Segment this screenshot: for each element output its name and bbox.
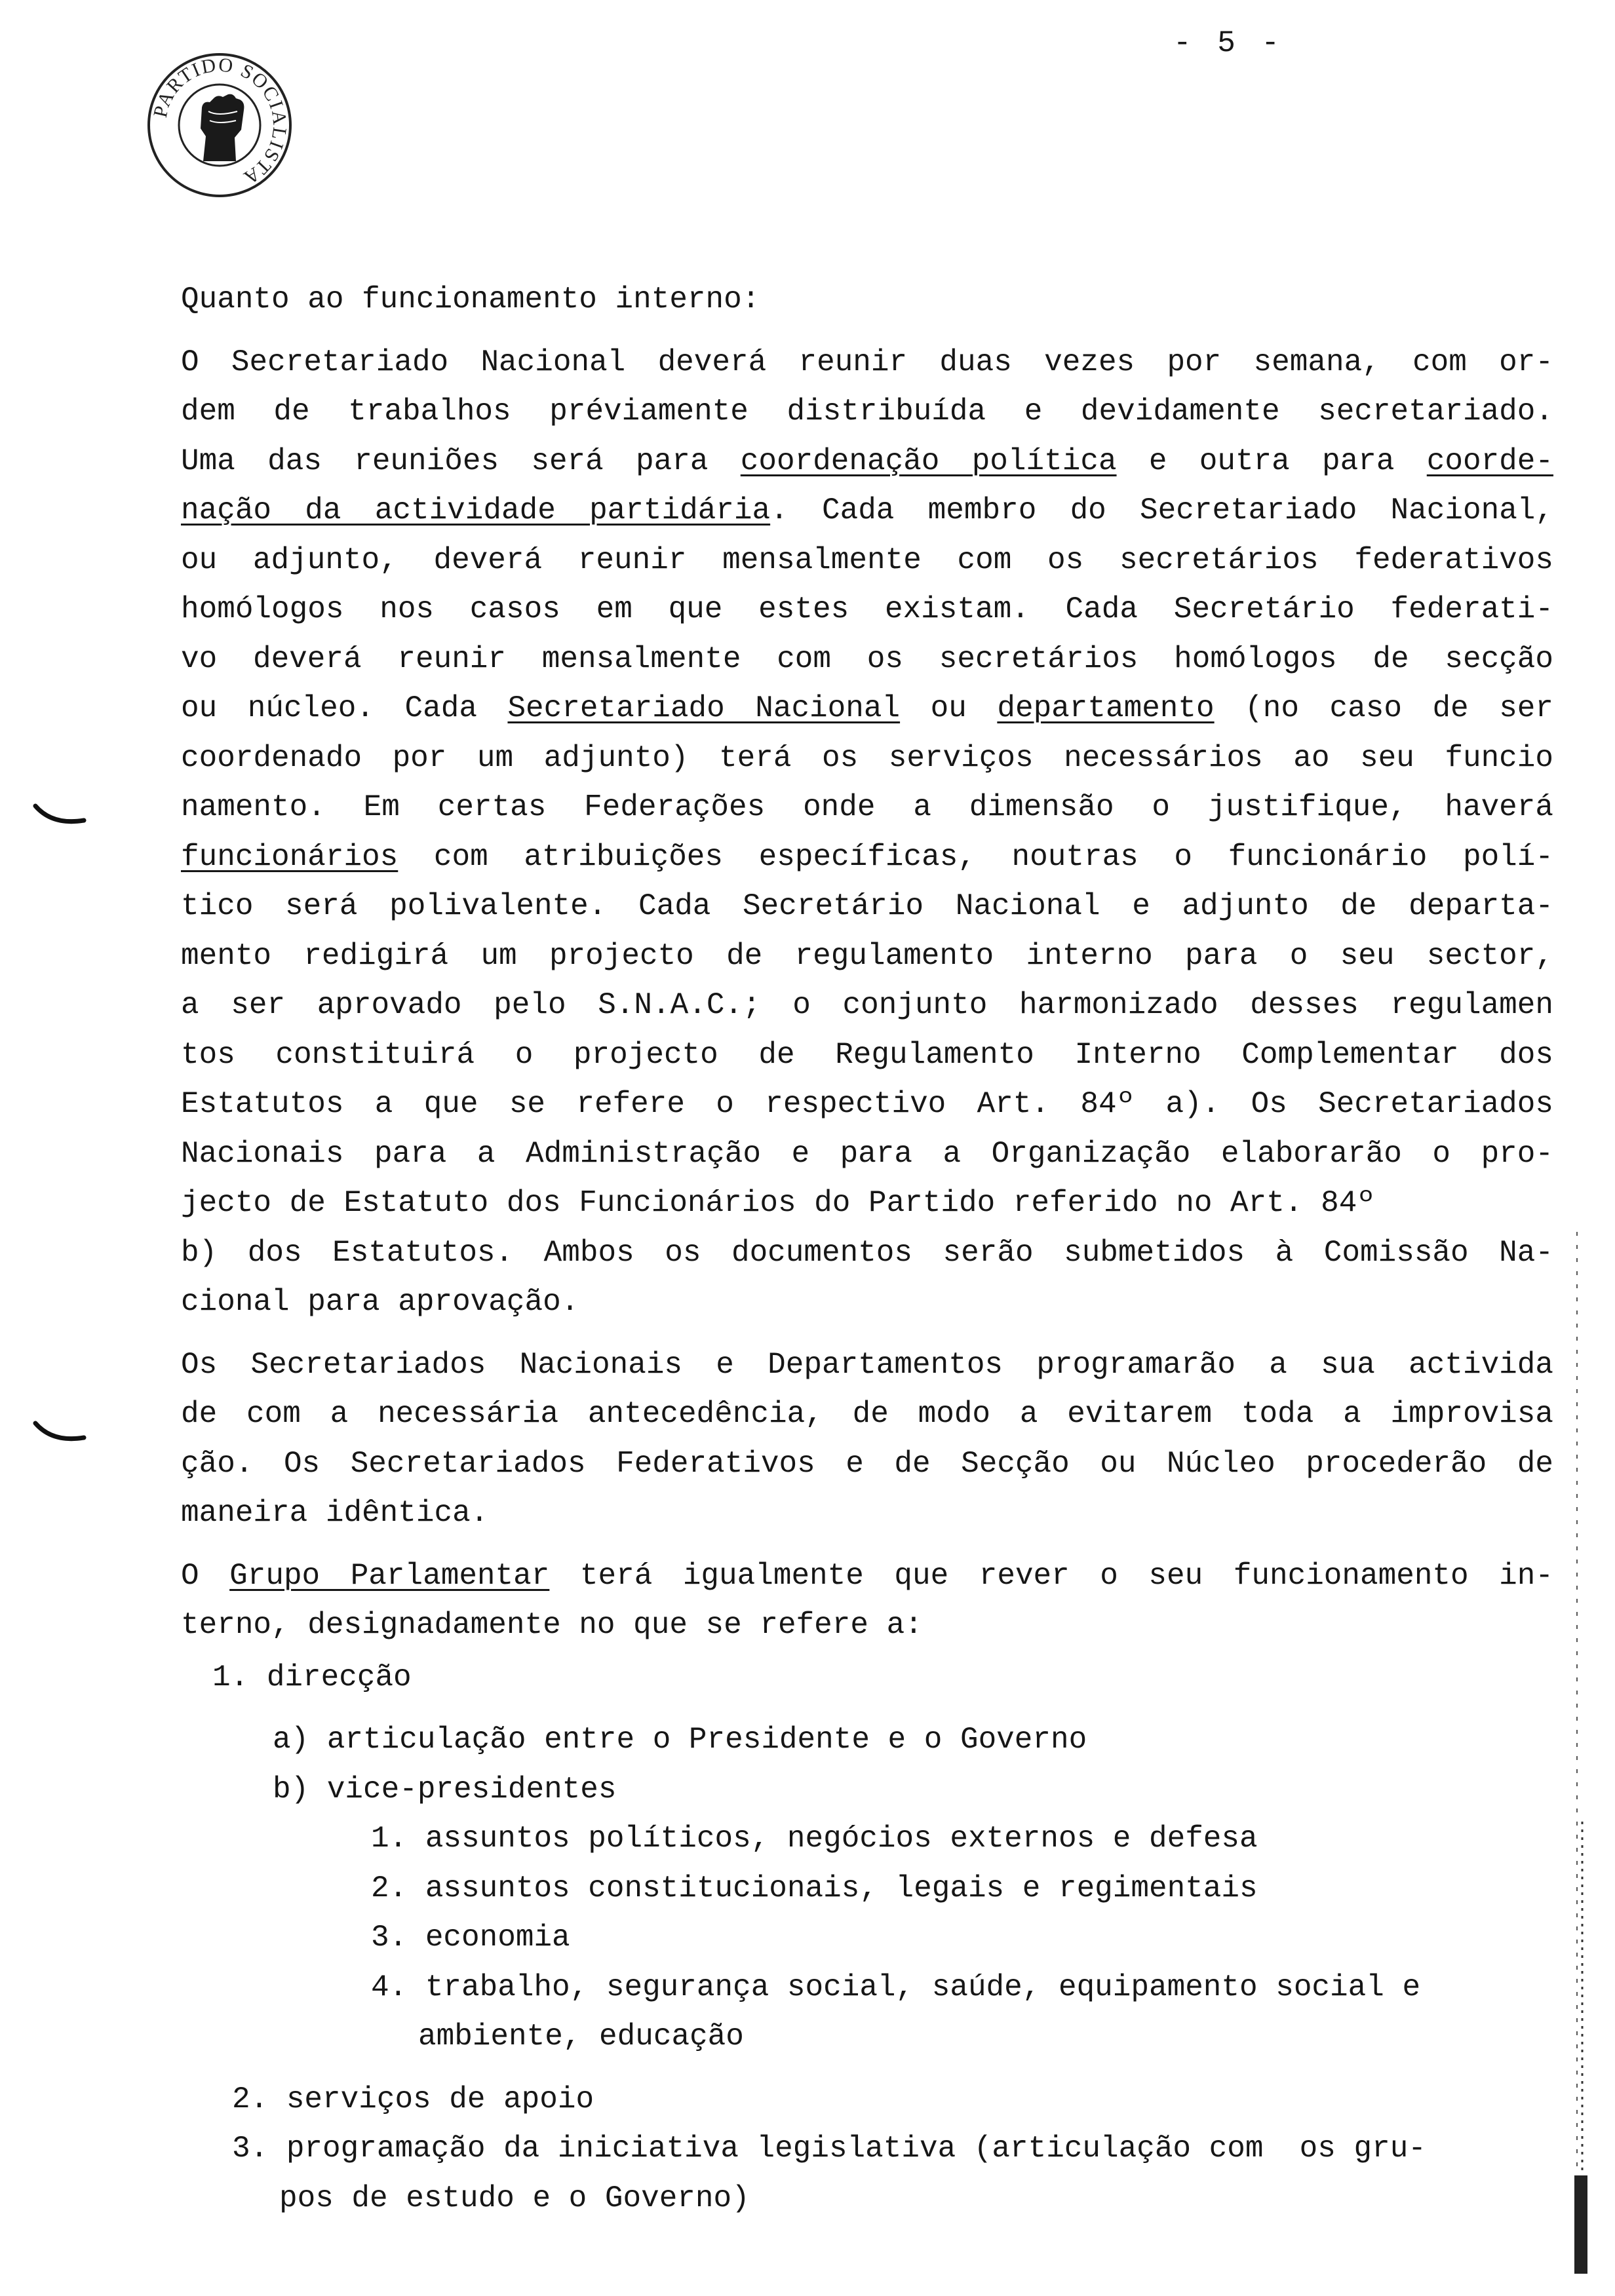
- scan-edge-noise: [1568, 1232, 1590, 2280]
- text-line: homólogos nos casos em que estes existam. Cada Secretário federati-: [181, 592, 1553, 626]
- text-line: Nacionais para a Administração e para a Organização elaborarão o pro-: [181, 1136, 1553, 1171]
- list-item: 2. serviços de apoio: [232, 2082, 594, 2116]
- text-line: coordenado por um adjunto) terá os serviços necessários ao seu funcio: [181, 740, 1553, 775]
- list-item: b) vice-presidentes: [273, 1772, 617, 1807]
- text-line: O Grupo Parlamentar terá igualmente que rever o seu funcionamento in-: [181, 1558, 1553, 1593]
- underlined-term: departamento: [997, 691, 1215, 725]
- text-line: Estatutos a que se refere o respectivo Art. 84º a). Os Secretariados: [181, 1087, 1553, 1121]
- margin-mark-bottom: [33, 1421, 87, 1443]
- raised-fist-icon: [146, 51, 294, 199]
- document-body: [181, 275, 1553, 2223]
- section-heading: Quanto ao funcionamento interno:: [181, 282, 760, 316]
- text-line: ou núcleo. Cada Secretariado Nacional ou departamento (no caso de ser: [181, 691, 1554, 725]
- list-item-continuation: ambiente, educação: [418, 2019, 744, 2054]
- underlined-term: Grupo Parlamentar: [229, 1558, 550, 1593]
- text-line: vo deverá reunir mensalmente com os secretários homólogos de secção: [181, 641, 1553, 676]
- underlined-term: Secretariado Nacional: [507, 691, 901, 725]
- text-line: cional para aprovação.: [181, 1285, 579, 1319]
- text-line: dem de trabalhos préviamente distribuída e devidamente secretariado.: [181, 394, 1553, 429]
- text-line: ção. Os Secretariados Federativos e de Secção ou Núcleo procederão de: [181, 1446, 1553, 1481]
- text-line: jecto de Estatuto dos Funcionários do Partido referido no Art. 84º: [181, 1186, 1375, 1220]
- text-line: a ser aprovado pelo S.N.A.C.; o conjunto harmonizado desses regulamen: [181, 988, 1553, 1022]
- page-number: - 5 -: [1173, 26, 1284, 60]
- text-line: Uma das reuniões será para coordenação política e outra para coorde-: [181, 444, 1553, 478]
- text-line: Os Secretariados Nacionais e Departamentos programarão a sua activida: [181, 1347, 1553, 1382]
- list-item: a) articulação entre o Presidente e o Governo: [273, 1723, 1087, 1757]
- margin-mark-top: [33, 803, 87, 826]
- text-line: de com a necessária antecedência, de modo a evitarem toda a improvisa: [181, 1397, 1553, 1431]
- underlined-term: nação da actividade partidária: [181, 493, 771, 527]
- list-item: 2. assuntos constitucionais, legais e regimentais: [371, 1871, 1258, 1905]
- paragraph-secretariado: [181, 338, 1553, 1328]
- party-logo: [146, 51, 294, 199]
- text-line: ou adjunto, deverá reunir mensalmente com os secretários federativos: [181, 543, 1553, 577]
- text-line: b) dos Estatutos. Ambos os documentos serão submetidos à Comissão Na-: [181, 1235, 1553, 1270]
- text-line: terno, designadamente no que se refere a:: [181, 1608, 923, 1642]
- functions-list: [181, 1653, 1553, 2224]
- text-line: tico será polivalente. Cada Secretário Nacional e adjunto de departa-: [181, 889, 1553, 923]
- list-item: 1. assuntos políticos, negócios externos e defesa: [371, 1822, 1258, 1856]
- text-line: maneira idêntica.: [181, 1496, 489, 1530]
- list-item: 3. programação da iniciativa legislativa (articulação com os gru-: [232, 2132, 1426, 2166]
- text-line: mento redigirá um projecto de regulamento interno para o seu sector,: [181, 938, 1553, 973]
- paragraph-grupo-parlamentar: [181, 1552, 1553, 1651]
- underlined-term: coorde-: [1426, 444, 1553, 478]
- text-line: funcionários com atribuições específicas, noutras o funcionário polí-: [181, 839, 1553, 874]
- text-line: namento. Em certas Federações onde a dimensão o justifique, haverá: [181, 790, 1553, 824]
- underlined-term: funcionários: [181, 839, 399, 874]
- underlined-term: coordenação política: [740, 444, 1117, 478]
- list-item-continuation: pos de estudo e o Governo): [279, 2181, 750, 2215]
- list-item: 3. economia: [371, 1921, 570, 1955]
- text-line: O Secretariado Nacional deverá reunir duas vezes por semana, com or-: [181, 345, 1553, 379]
- list-item: 1. direcção: [212, 1660, 412, 1694]
- text-line: nação da actividade partidária. Cada membro do Secretariado Nacional,: [181, 493, 1554, 527]
- logo-text: PARTIDO SOCIALISTA: [149, 54, 291, 189]
- paragraph-programacao: [181, 1341, 1553, 1539]
- text-line: tos constituirá o projecto de Regulamento Interno Complementar dos: [181, 1037, 1553, 1072]
- list-item: 4. trabalho, segurança social, saúde, equipamento social e: [371, 1970, 1421, 2004]
